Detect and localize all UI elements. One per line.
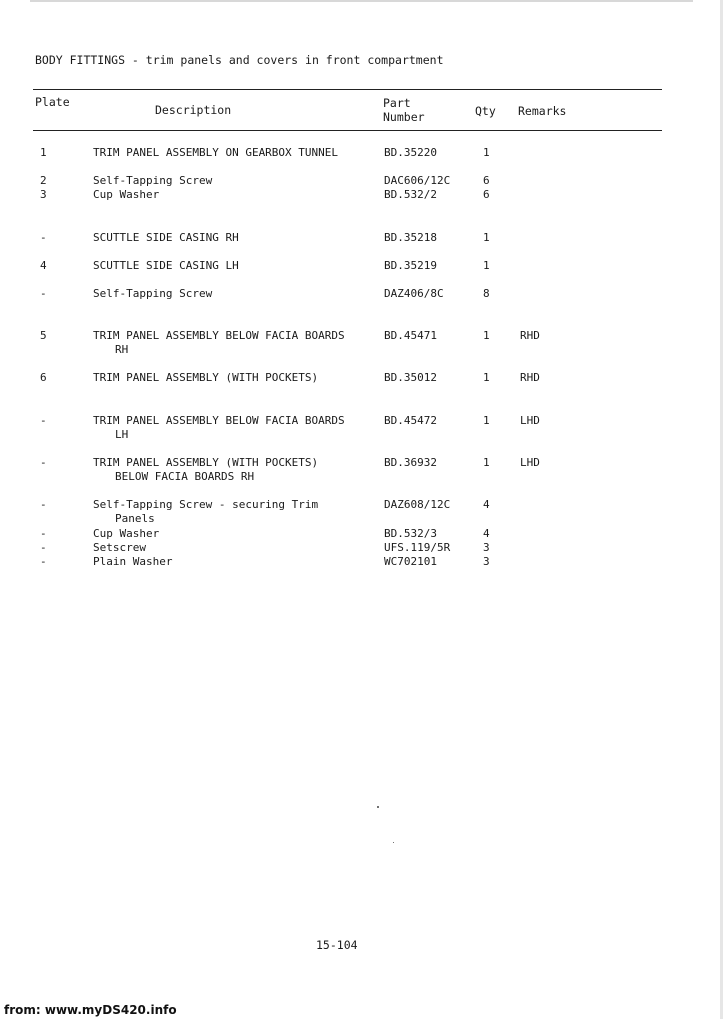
row-qty: 8: [483, 287, 490, 300]
row-description: [93, 541, 146, 555]
row-plate: 4: [40, 259, 47, 272]
row-description-line1: SCUTTLE SIDE CASING LH: [93, 259, 239, 272]
table-row: [0, 188, 723, 218]
header-description: Description: [155, 103, 232, 117]
row-description-line1: Self-Tapping Screw: [93, 174, 213, 187]
row-part-number: BD.35218: [384, 231, 437, 244]
row-plate: -: [40, 498, 47, 511]
table-row: [0, 259, 723, 289]
page-title: BODY FITTINGS - trim panels and covers in front compartment: [35, 53, 444, 67]
row-qty: 1: [483, 231, 490, 244]
row-qty: 4: [483, 498, 490, 511]
row-qty: 4: [483, 527, 490, 540]
header-qty: Qty: [475, 104, 496, 118]
row-description: [93, 146, 338, 160]
scan-top-edge: [30, 0, 693, 2]
header-remarks: Remarks: [518, 104, 567, 118]
row-description-line1: Cup Washer: [93, 527, 160, 540]
row-plate: -: [40, 456, 47, 469]
row-description-line1: TRIM PANEL ASSEMBLY ON GEARBOX TUNNEL: [93, 146, 339, 159]
row-part-number: DAZ406/8C: [384, 287, 444, 300]
row-part-number: BD.35012: [384, 371, 437, 384]
row-description-line1: TRIM PANEL ASSEMBLY (WITH POCKETS): [93, 456, 319, 469]
row-plate: -: [40, 231, 47, 244]
scan-speck: [377, 806, 379, 808]
table-row: [0, 329, 723, 359]
row-description-line1: Cup Washer: [93, 188, 160, 201]
header-part-line1: Part: [383, 96, 411, 110]
row-description: [93, 174, 212, 188]
row-description-line1: Self-Tapping Screw - securing Trim: [93, 498, 319, 511]
row-plate: 6: [40, 371, 47, 384]
row-part-number: UFS.119/5R: [384, 541, 451, 554]
row-remarks: LHD: [520, 456, 540, 469]
row-description-line1: TRIM PANEL ASSEMBLY BELOW FACIA BOARDS: [93, 329, 345, 342]
row-description: [93, 498, 318, 526]
row-qty: 1: [483, 456, 490, 469]
row-part-number: BD.45471: [384, 329, 437, 342]
row-description-line1: SCUTTLE SIDE CASING RH: [93, 231, 239, 244]
row-description: [93, 456, 318, 484]
row-qty: 1: [483, 414, 490, 427]
header-bottom-rule: [33, 130, 662, 131]
row-qty: 1: [483, 259, 490, 272]
table-row: [0, 371, 723, 401]
row-description: [93, 527, 159, 541]
row-description: [93, 287, 212, 301]
row-plate: -: [40, 527, 47, 540]
row-remarks: LHD: [520, 414, 540, 427]
row-description-line2: LH: [115, 428, 129, 441]
row-qty: 1: [483, 146, 490, 159]
header-plate: Plate: [35, 95, 70, 109]
row-description-line2: BELOW FACIA BOARDS RH: [115, 470, 255, 483]
row-part-number: BD.35219: [384, 259, 437, 272]
row-part-number: BD.45472: [384, 414, 437, 427]
row-description: [93, 188, 159, 202]
header-part-line2: Number: [383, 110, 425, 124]
row-description-line1: TRIM PANEL ASSEMBLY BELOW FACIA BOARDS: [93, 414, 345, 427]
scan-speck: [393, 842, 394, 843]
row-description-line1: TRIM PANEL ASSEMBLY (WITH POCKETS): [93, 371, 319, 384]
table-row: [0, 456, 723, 486]
row-qty: 3: [483, 555, 490, 568]
row-description: [93, 231, 239, 245]
row-part-number: DAZ608/12C: [384, 498, 451, 511]
row-plate: 2: [40, 174, 47, 187]
row-part-number: WC702101: [384, 555, 437, 568]
table-row: [0, 555, 723, 585]
row-description: [93, 259, 239, 273]
row-description-line2: Panels: [115, 512, 155, 525]
table-row: [0, 231, 723, 261]
row-description: [93, 555, 172, 569]
row-description-line1: Plain Washer: [93, 555, 173, 568]
table-row: [0, 287, 723, 317]
source-watermark: from: www.myDS420.info: [4, 1003, 177, 1017]
table-row: [0, 498, 723, 528]
row-part-number: BD.532/2: [384, 188, 437, 201]
row-description: [93, 414, 345, 442]
table-row: [0, 146, 723, 176]
row-plate: 3: [40, 188, 47, 201]
row-qty: 1: [483, 329, 490, 342]
row-qty: 6: [483, 174, 490, 187]
row-part-number: BD.35220: [384, 146, 437, 159]
row-plate: 5: [40, 329, 47, 342]
row-qty: 6: [483, 188, 490, 201]
row-description: [93, 329, 345, 357]
row-part-number: BD.36932: [384, 456, 437, 469]
row-qty: 3: [483, 541, 490, 554]
row-part-number: BD.532/3: [384, 527, 437, 540]
table-row: [0, 414, 723, 444]
row-description-line2: RH: [115, 343, 129, 356]
row-remarks: RHD: [520, 329, 540, 342]
row-plate: -: [40, 555, 47, 568]
page-number: 15-104: [316, 938, 358, 952]
row-plate: 1: [40, 146, 47, 159]
row-description: [93, 371, 318, 385]
row-plate: -: [40, 541, 47, 554]
row-qty: 1: [483, 371, 490, 384]
row-plate: -: [40, 414, 47, 427]
row-description-line1: Setscrew: [93, 541, 146, 554]
row-remarks: RHD: [520, 371, 540, 384]
row-description-line1: Self-Tapping Screw: [93, 287, 213, 300]
row-part-number: DAC606/12C: [384, 174, 451, 187]
row-plate: -: [40, 287, 47, 300]
header-top-rule: [33, 89, 662, 90]
